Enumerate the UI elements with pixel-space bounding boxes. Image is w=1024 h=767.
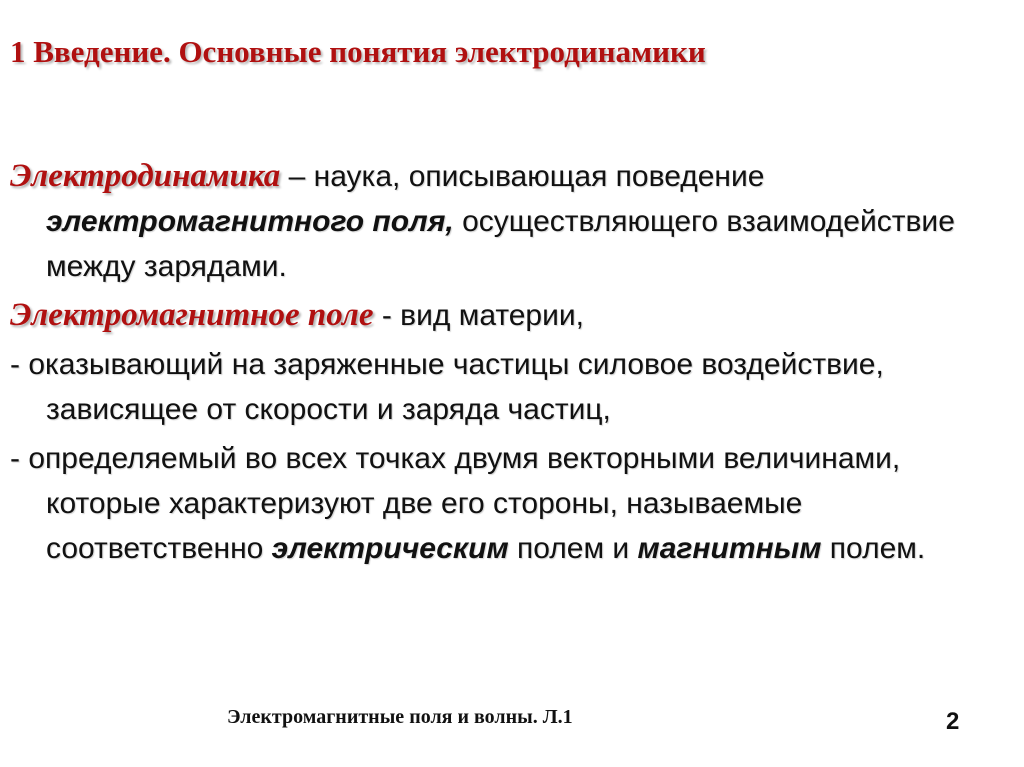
property-text: - определяемый во всех точках двумя векторными величинами, которые характеризуют две его стороны, называемые соответственно bbox=[10, 442, 901, 565]
page-number: 2 bbox=[946, 708, 960, 735]
definition-electromagnetic-field bbox=[10, 293, 1015, 338]
term-electromagnetic-field: Электромагнитное поле bbox=[10, 297, 374, 333]
property-text: полем и bbox=[508, 532, 638, 565]
property-text: полем. bbox=[821, 532, 926, 565]
definition-text: – наука, описывающая поведение bbox=[280, 160, 765, 193]
emphasis-magnetic: магнитным bbox=[637, 532, 822, 565]
emphasis-electromagnetic-field: электромагнитного поля, bbox=[46, 205, 454, 238]
footer-course-title: Электромагнитные поля и волны. Л.1 bbox=[227, 706, 573, 728]
definition-text: осуществляющего взаимодействие между зарядами. bbox=[46, 205, 955, 283]
property-vector-quantities bbox=[10, 436, 1015, 571]
term-electrodynamics: Электродинамика bbox=[10, 158, 281, 194]
property-text: - оказывающий на заряженные частицы силовое воздействие, зависящее от скорости и заряда частиц, bbox=[10, 348, 884, 426]
definition-text: - вид материи, bbox=[373, 299, 584, 332]
slide-body bbox=[10, 154, 1015, 575]
definition-electrodynamics bbox=[10, 154, 1015, 289]
slide-title: 1 Введение. Основные понятия электродинамики bbox=[10, 34, 706, 69]
property-force-action bbox=[10, 342, 1015, 432]
emphasis-electric: электрическим bbox=[271, 532, 509, 565]
